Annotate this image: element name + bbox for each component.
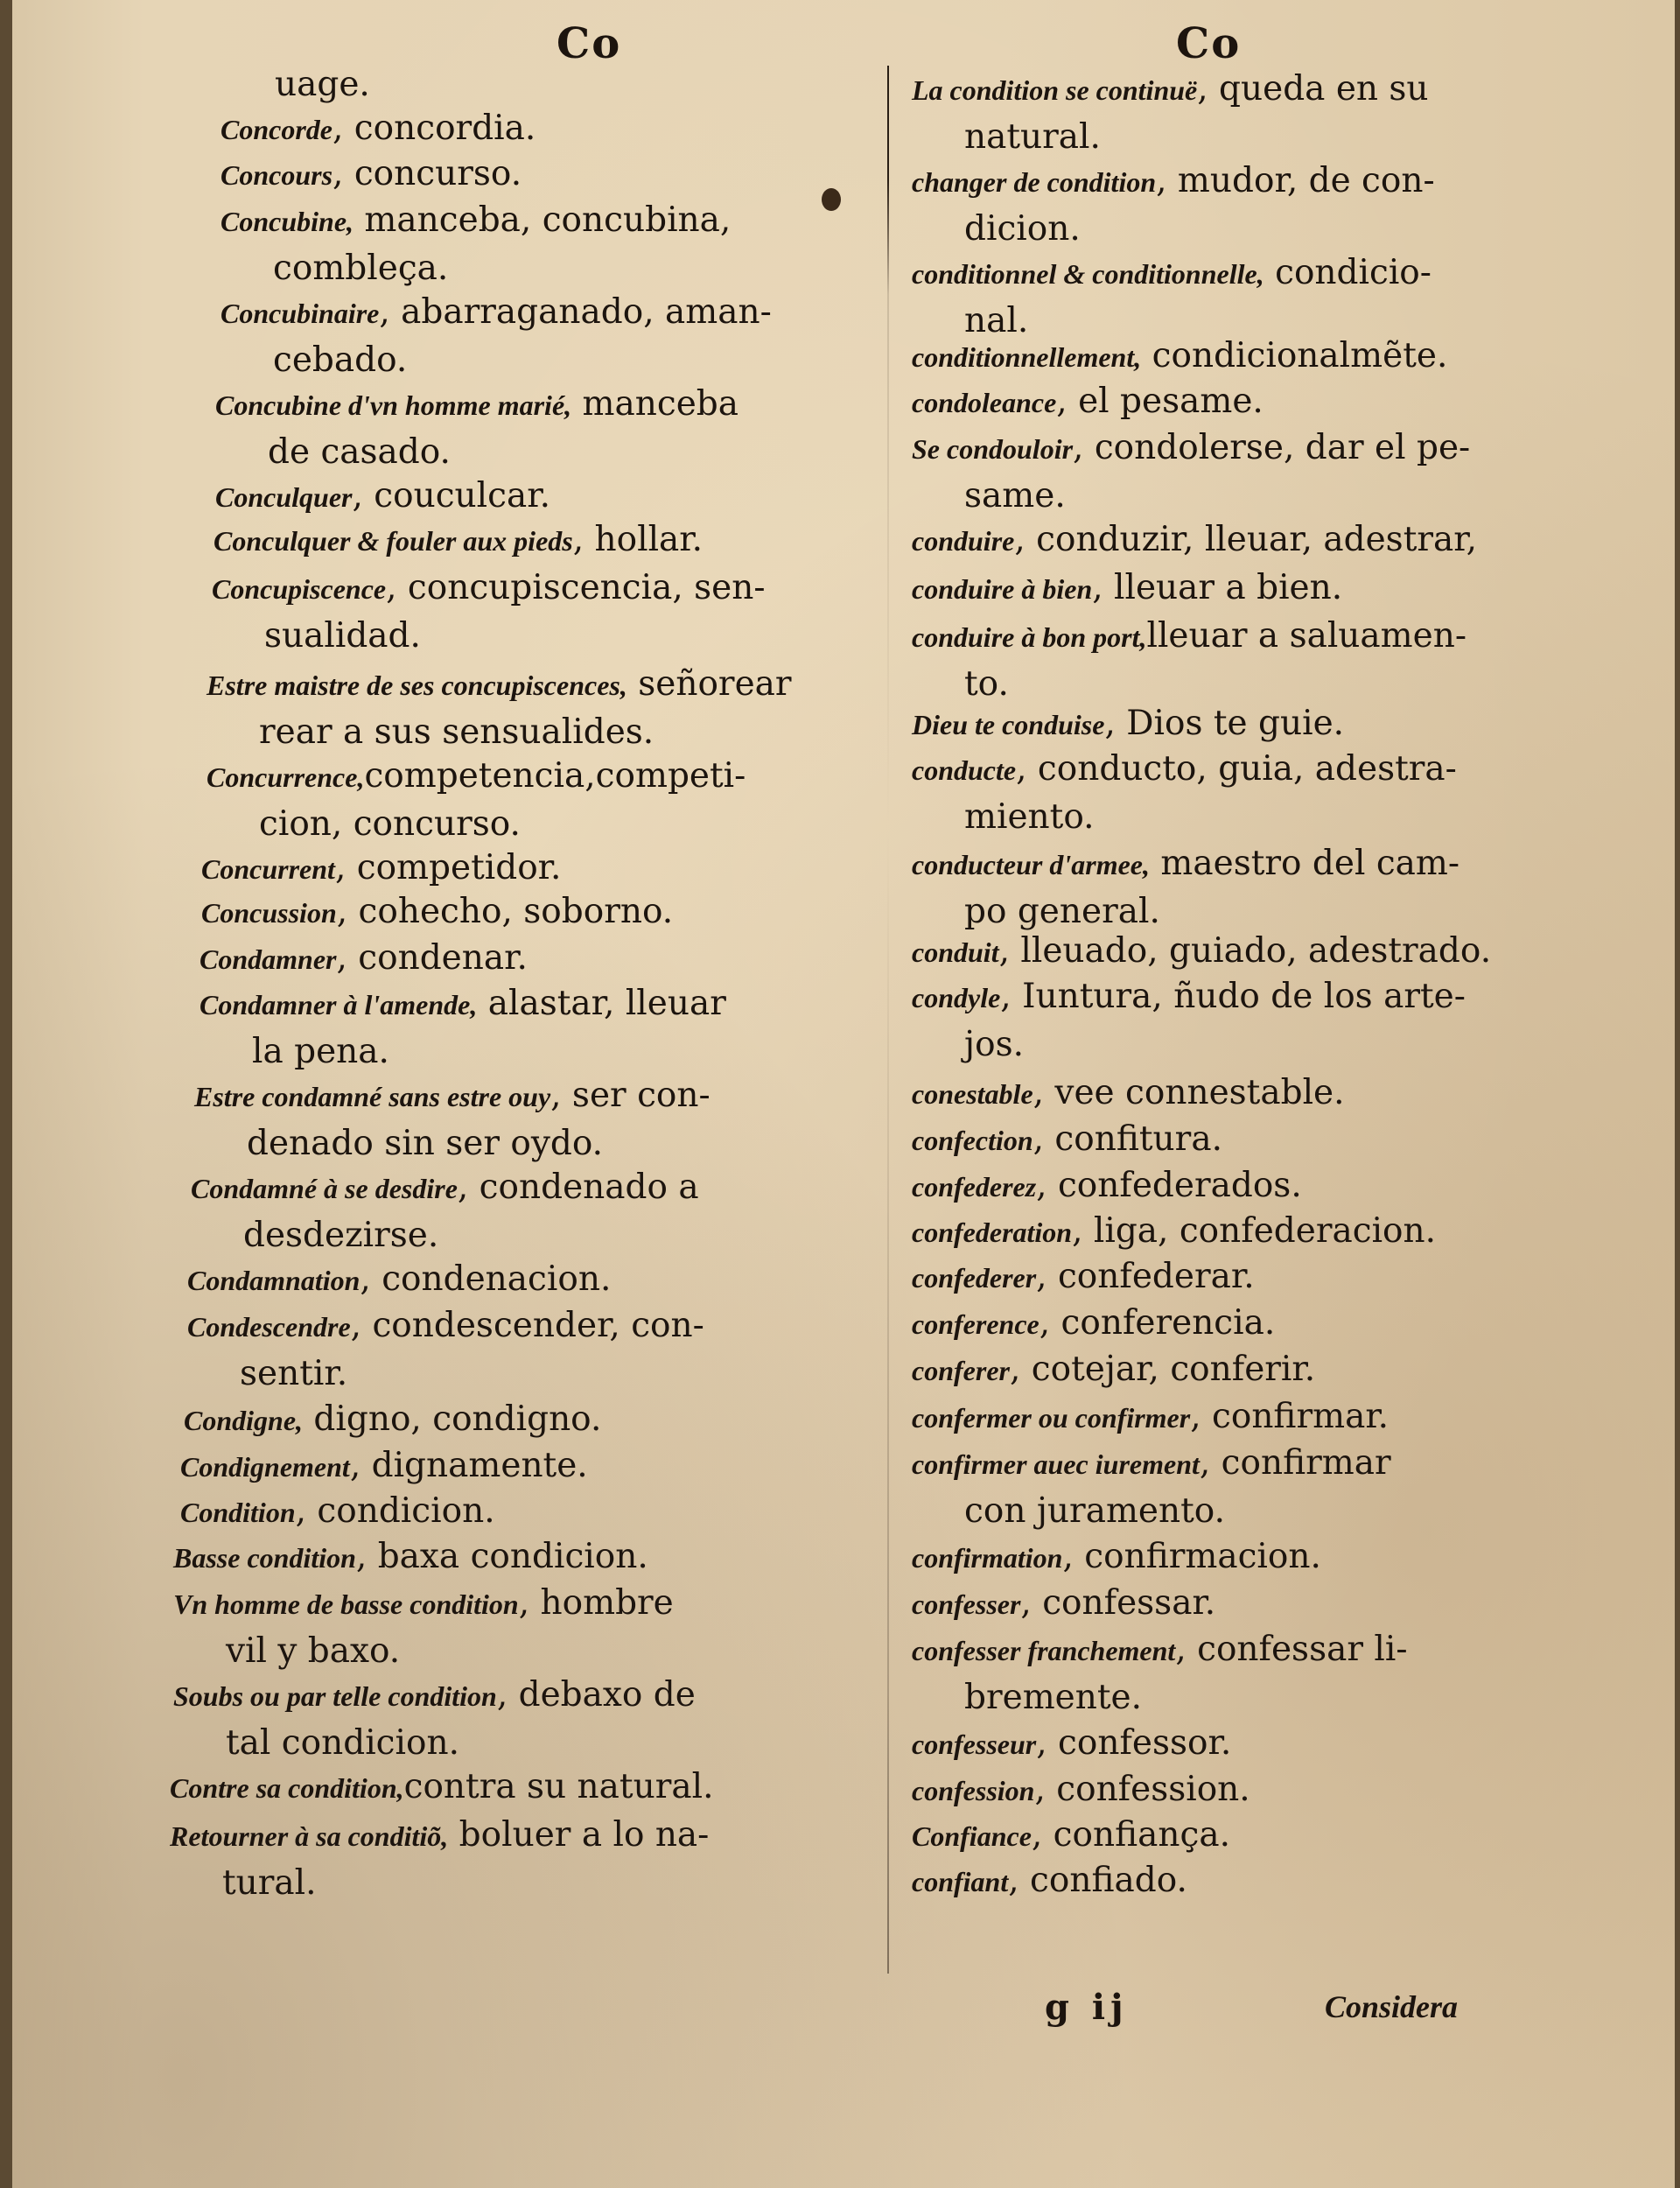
definition-continuation: de casado.	[268, 432, 451, 472]
headword: Condigne,	[184, 1405, 304, 1436]
right-entry	[912, 1626, 1408, 1722]
left-entry	[200, 980, 726, 1076]
definition: , couculcar.	[352, 476, 551, 515]
definition: , cohecho, soborno.	[336, 892, 674, 931]
definition-continuation: sualidad.	[264, 616, 421, 656]
definition: boluer a lo na-	[448, 1815, 710, 1855]
left-entry	[275, 61, 370, 109]
headword: changer de condition	[912, 166, 1157, 198]
headword: confiant	[912, 1866, 1009, 1897]
definition: , cotejar, conferir.	[1009, 1350, 1316, 1389]
headword: Condamnation	[187, 1265, 360, 1296]
definition: digno, condigno.	[303, 1399, 602, 1439]
headword: Confiance	[912, 1820, 1032, 1852]
headword: Condamner	[200, 943, 337, 975]
right-entry	[912, 424, 1470, 520]
definition-continuation: to.	[964, 664, 1009, 704]
definition: , confession.	[1034, 1770, 1250, 1809]
headword: confermer ou confirmer	[912, 1402, 1191, 1434]
headword: confederer	[912, 1262, 1037, 1294]
left-entry	[194, 1072, 710, 1168]
headword: confesser franchement	[912, 1635, 1176, 1666]
left-entry	[206, 661, 792, 756]
headword: conferer	[912, 1355, 1010, 1386]
right-entry	[912, 840, 1460, 936]
headword: Condescendre	[187, 1311, 351, 1343]
headword: confection	[912, 1125, 1033, 1156]
headword: confirmer auec iurement	[912, 1448, 1200, 1480]
definition: , dignamente.	[349, 1446, 588, 1485]
definition: , condicion.	[295, 1491, 495, 1531]
signature-mark: g ij	[1045, 1987, 1129, 2028]
headword: Vn homme de basse condition	[173, 1588, 519, 1620]
definition: condicio-	[1264, 253, 1432, 292]
left-entry	[220, 289, 772, 384]
right-entry	[912, 1300, 1275, 1348]
definition-continuation: cebado.	[273, 340, 408, 380]
headword: Se condouloir	[912, 433, 1074, 465]
left-entry	[215, 381, 738, 476]
definition: , confessor.	[1036, 1723, 1232, 1763]
right-entry	[912, 516, 1477, 565]
definition: , el pesame.	[1056, 382, 1264, 421]
definition: , conduzir, lleuar, adestrar,	[1014, 520, 1478, 559]
left-entry	[220, 197, 731, 292]
headword: Condamné à se desdire	[191, 1173, 458, 1204]
headword: Concorde	[220, 114, 332, 145]
right-entry	[912, 613, 1466, 708]
headword: condoleance	[912, 387, 1057, 418]
right-entry	[912, 973, 1466, 1069]
definition: , queda en su	[1197, 69, 1429, 109]
headword: conduire à bon port,	[912, 621, 1147, 653]
definition: , vee connestable.	[1032, 1073, 1345, 1112]
right-entry	[912, 1162, 1302, 1210]
definition: , confirmar.	[1190, 1397, 1390, 1436]
left-running-head: Co	[556, 19, 622, 68]
headword: conestable	[912, 1078, 1033, 1110]
left-entry	[173, 1672, 696, 1767]
headword: Concubinaire	[220, 298, 380, 329]
headword: confesser	[912, 1588, 1021, 1620]
headword: confederation	[912, 1217, 1073, 1248]
definition: condicionalmẽte.	[1141, 336, 1448, 375]
headword: Retourner à sa conditiõ,	[170, 1820, 449, 1852]
headword: confesseur	[912, 1729, 1037, 1760]
left-entry	[187, 1302, 704, 1398]
headword: Concussion	[201, 897, 337, 929]
right-entry	[912, 378, 1264, 426]
definition-continuation: denado sin ser oydo.	[247, 1124, 604, 1163]
definition: competencia,competi-	[364, 756, 746, 796]
right-entry	[912, 1253, 1255, 1301]
definition: , lleuado, guiado, adestrado.	[998, 931, 1492, 971]
definition: , concordia.	[332, 109, 536, 148]
right-entry	[912, 1580, 1215, 1628]
right-running-head: Co	[1176, 19, 1242, 68]
definition-continuation: sentir.	[240, 1354, 348, 1393]
definition: , conferencia.	[1039, 1303, 1276, 1343]
right-entry	[912, 1208, 1436, 1256]
right-entry	[912, 1533, 1321, 1581]
definition-continuation: tal condicion.	[226, 1723, 459, 1763]
left-entry	[191, 1164, 699, 1259]
definition: , confessar.	[1020, 1583, 1216, 1623]
headword: conducteur d'armee,	[912, 849, 1150, 880]
definition-continuation: cion, concurso.	[259, 804, 521, 844]
right-entry	[912, 1857, 1187, 1905]
right-entry	[912, 1766, 1250, 1814]
headword: conditionnel & conditionnelle,	[912, 258, 1264, 290]
definition: , baxa condicion.	[355, 1537, 648, 1576]
definition: , condenado a	[457, 1168, 699, 1207]
definition-continuation: desdezirse.	[243, 1216, 439, 1255]
headword: Concupiscence	[212, 573, 387, 605]
definition: , confitura.	[1032, 1119, 1222, 1159]
headword: condyle	[912, 982, 1001, 1013]
definition: , competidor.	[334, 848, 562, 887]
left-entry	[173, 1580, 674, 1675]
headword: conduire	[912, 525, 1015, 557]
right-entry	[912, 1069, 1345, 1118]
definition-continuation: miento.	[964, 797, 1095, 837]
definition: , Dios te guie.	[1104, 704, 1345, 743]
definition: manceba, concubina,	[354, 200, 732, 240]
headword: Soubs ou par telle condition	[173, 1680, 497, 1712]
right-entry	[912, 333, 1447, 381]
right-entry	[912, 928, 1491, 976]
headword: confirmation	[912, 1542, 1063, 1574]
definition: , condenar.	[336, 938, 528, 978]
headword: conduire à bien	[912, 573, 1093, 605]
definition-continuation: con juramento.	[964, 1491, 1225, 1531]
definition: , Iuntura, ñudo de los arte-	[1000, 977, 1466, 1016]
definition: lleuar a saluamen-	[1146, 616, 1467, 656]
headword: conference	[912, 1308, 1040, 1340]
definition: , hombre	[518, 1583, 674, 1623]
headword: confession	[912, 1775, 1035, 1806]
left-entry	[201, 845, 561, 893]
book-page	[12, 0, 1675, 2188]
right-entry	[912, 249, 1432, 345]
left-entry	[200, 935, 528, 983]
left-entry	[215, 473, 550, 521]
headword: Conculquer & fouler aux pieds	[214, 525, 573, 557]
headword: Concubine d'vn homme marié,	[215, 389, 572, 421]
left-entry	[180, 1442, 588, 1490]
definition: , confirmacion.	[1062, 1537, 1321, 1576]
headword: Concurrent	[201, 853, 335, 885]
headword: Condition	[180, 1497, 296, 1528]
headword: confederez	[912, 1171, 1037, 1203]
headword: Dieu te conduise	[912, 709, 1105, 740]
definition: , hollar.	[572, 520, 704, 559]
definition: , abarraganado, aman-	[379, 292, 772, 332]
right-entry	[912, 700, 1344, 748]
catchword: Considera	[1325, 1989, 1459, 2024]
left-entry	[212, 565, 766, 660]
left-entry	[220, 151, 522, 199]
headword: Concubine,	[220, 206, 354, 237]
definition: , ser con-	[550, 1076, 710, 1115]
definition: , mudor, de con-	[1156, 161, 1435, 200]
definition-continuation: jos.	[964, 1025, 1024, 1064]
headword: Concurrence,	[206, 761, 365, 793]
definition: uage.	[275, 65, 370, 104]
definition-continuation: tural.	[222, 1863, 317, 1903]
left-entry	[187, 1256, 611, 1304]
right-entry	[912, 1812, 1230, 1860]
definition: , conducto, guia, adestra-	[1016, 749, 1457, 789]
definition-continuation: vil y baxo.	[226, 1631, 401, 1671]
headword: Conculquer	[215, 481, 353, 513]
definition-continuation: rear a sus sensualides.	[259, 712, 654, 752]
left-entry	[170, 1812, 709, 1907]
right-entry	[912, 1393, 1389, 1441]
definition: maestro del cam-	[1149, 844, 1460, 883]
definition: , confederar.	[1036, 1257, 1255, 1296]
right-entry	[912, 746, 1457, 841]
definition: contra su natural.	[403, 1767, 714, 1806]
definition: , lleuar a bien.	[1092, 568, 1343, 607]
definition: , condenacion.	[360, 1259, 612, 1299]
headword: Contre sa condition,	[170, 1772, 404, 1804]
definition: , condescender, con-	[350, 1306, 704, 1345]
headword: Estre condamné sans estre ouy	[194, 1081, 551, 1112]
definition: , confiado.	[1008, 1861, 1187, 1900]
right-entry	[912, 1440, 1391, 1535]
definition-continuation: nal.	[964, 301, 1029, 340]
right-entry	[912, 1116, 1222, 1164]
headword: Basse condition	[173, 1542, 356, 1574]
definition: , confederados.	[1036, 1166, 1302, 1205]
right-entry	[912, 1720, 1231, 1768]
definition: alastar, lleuar	[477, 984, 726, 1023]
definition: , concupiscencia, sen-	[386, 568, 766, 607]
definition-continuation: combleça.	[273, 249, 449, 288]
headword: conduit	[912, 936, 999, 968]
left-entry	[173, 1533, 648, 1581]
headword: conducte	[912, 754, 1017, 786]
right-entry	[912, 158, 1435, 253]
definition: , confiança.	[1031, 1815, 1230, 1855]
definition-continuation: same.	[964, 476, 1066, 515]
definition-continuation: po general.	[964, 892, 1160, 931]
ink-blot	[822, 188, 841, 211]
headword: conditionnellement,	[912, 341, 1142, 373]
left-entry	[201, 888, 673, 936]
left-entry	[206, 753, 746, 848]
right-entry	[912, 1346, 1315, 1394]
definition: manceba	[571, 384, 739, 424]
definition: señorear	[626, 664, 792, 704]
left-entry	[170, 1764, 713, 1812]
headword: La condition se continuë	[912, 74, 1198, 106]
column-divider	[887, 66, 889, 1974]
definition-continuation: dicion.	[964, 209, 1081, 249]
headword: Condignement	[180, 1451, 350, 1483]
headword: Estre maistre de ses concupiscences,	[206, 670, 627, 701]
definition: , confessar li-	[1175, 1630, 1408, 1669]
headword: Condamner à l'amende,	[200, 989, 478, 1020]
left-entry	[220, 105, 536, 153]
definition: , confirmar	[1199, 1443, 1391, 1483]
right-entry	[912, 565, 1342, 613]
definition: , debaxo de	[496, 1675, 696, 1715]
left-entry	[214, 516, 703, 565]
right-entry	[912, 66, 1429, 161]
definition-continuation: la pena.	[252, 1032, 389, 1071]
left-entry	[184, 1396, 601, 1444]
definition-continuation: bremente.	[964, 1678, 1143, 1717]
definition: , condolerse, dar el pe-	[1073, 428, 1471, 467]
definition: , liga, confederacion.	[1072, 1211, 1437, 1251]
left-entry	[180, 1488, 495, 1536]
definition-continuation: natural.	[964, 117, 1101, 157]
definition: , concurso.	[332, 154, 522, 193]
headword: Concours	[220, 159, 333, 191]
